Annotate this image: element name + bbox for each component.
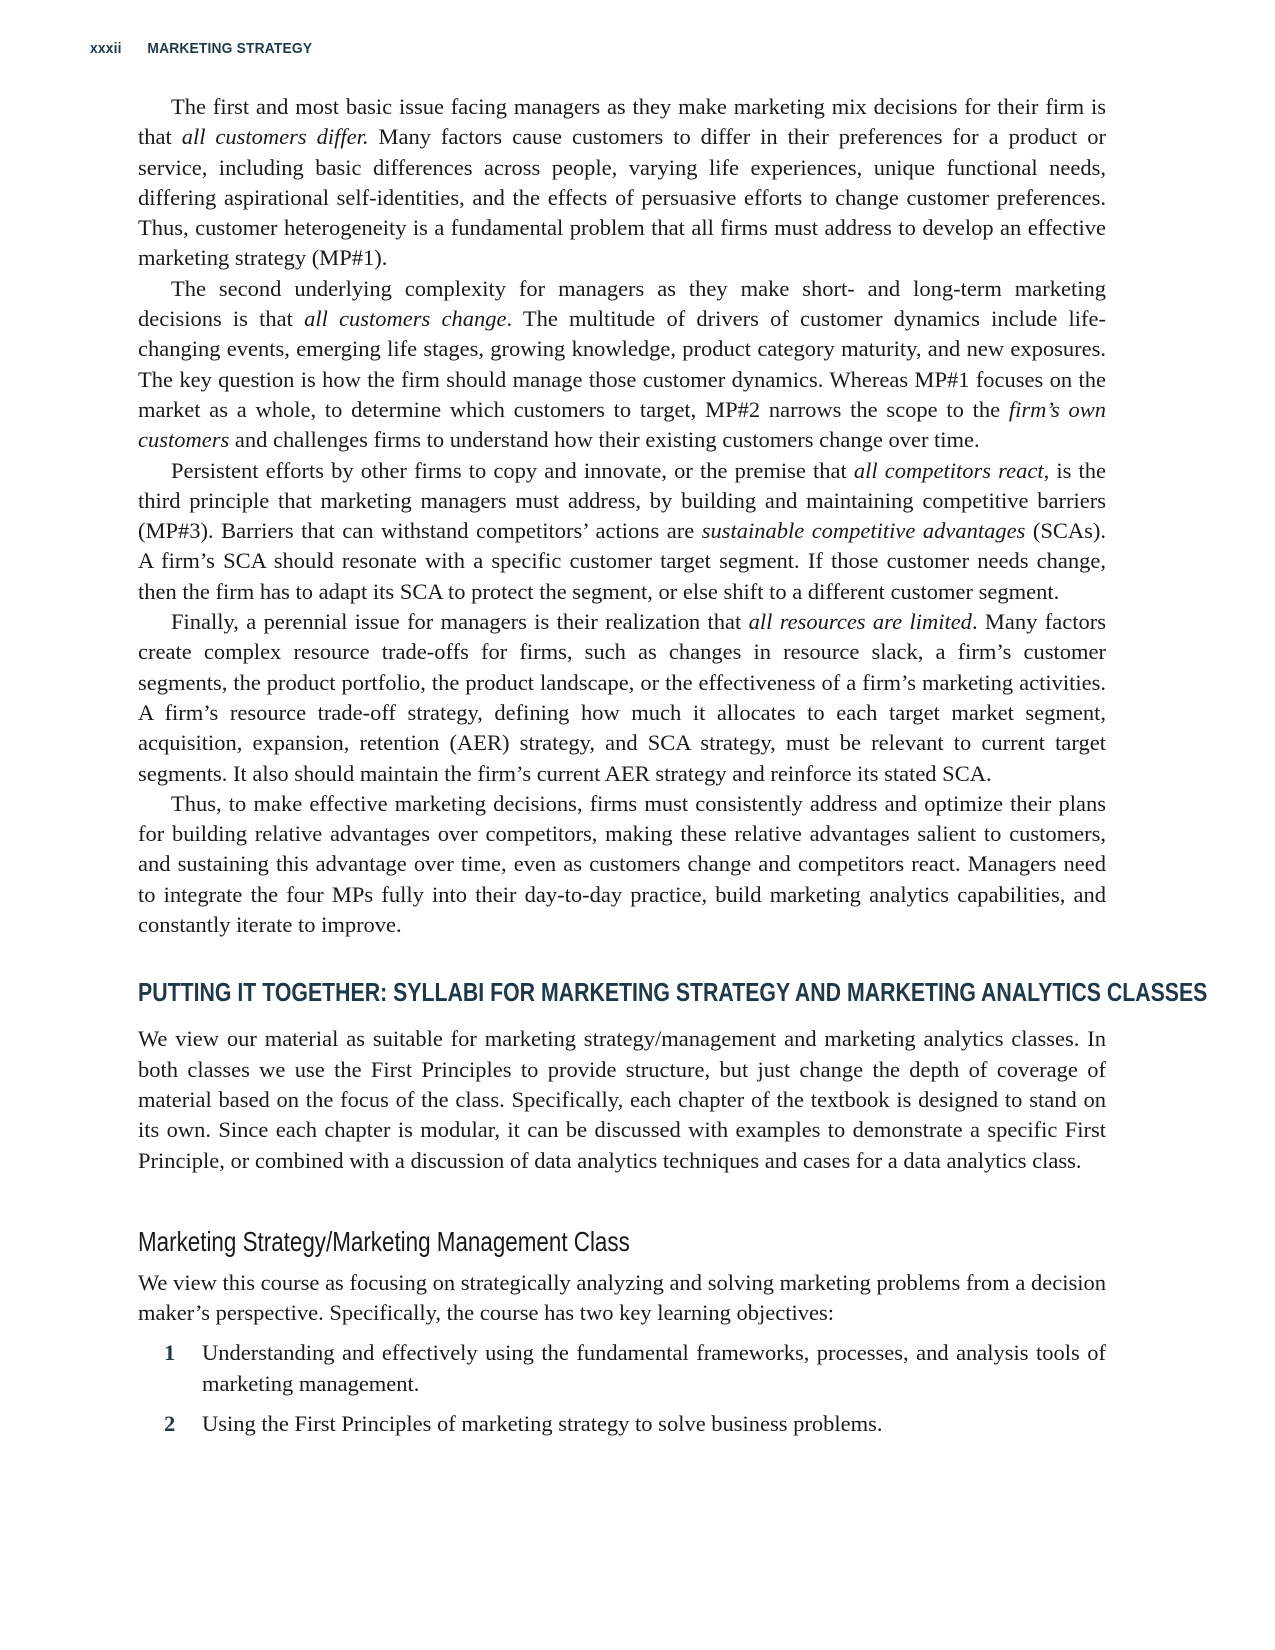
subsection-paragraph: We view this course as focusing on strategically analyzing and solving marketing problems from a decision maker’s perspective. Specifically, the course has two key learning objectives: (138, 1269, 1106, 1326)
paragraph-competitors-react (138, 456, 1106, 607)
paragraph-customers-differ (138, 92, 1106, 274)
running-title: MARKETING STRATEGY (147, 40, 313, 57)
paragraph-text: The second underlying complexity for managers as they make short- and long-term marketing decisions is that (138, 275, 1106, 332)
paragraph-text: Many factors cause customers to differ in their preferences for a product or service, including basic differences across people, varying life experiences, unique functional needs, differing aspirational self-identities, and the effects of persuasive efforts to change customer preferences. Thus, customer heterogeneity is a fundamental problem that all firms must address to develop an effective marketing strategy (MP#1). (138, 124, 1107, 271)
section-paragraph: We view our material as suitable for marketing strategy/management and marketing analytics classes. In both classes we use the First Principles to provide structure, but just change the depth of coverage of material based on the focus of the class. Specifically, each chapter of the textbook is designed to stand on its own. Since each chapter is modular, it can be discussed with examples to demonstrate a specific First Principle, or combined with a discussion of data analytics techniques and cases for a data analytics class. (138, 1026, 1106, 1173)
list-item (138, 1338, 1106, 1399)
paragraph-text: . The multitude of drivers of customer dynamics include life-changing events, emerging life stages, growing knowledge, product category maturity, and new exposures. The key question is how the firm should manage those customer dynamics. Whereas MP#1 focuses on the market as a whole, to determine which customers to target, MP#2 narrows the scope to the (138, 306, 1107, 422)
paragraph-customers-change (138, 274, 1106, 456)
paragraph-text: Finally, a perennial issue for managers is their realization that (171, 609, 749, 635)
running-head (90, 40, 312, 57)
emphasis-text: all competitors react (853, 457, 1044, 483)
list-item-number: 2 (164, 1410, 176, 1436)
emphasis-text: all customers differ. (181, 124, 369, 150)
paragraph-conclusion: Thus, to make effective marketing decisions, firms must consistently address and optimize their plans for building relative advantages over competitors, making these relative advantages salient to customers, and sustaining this advantage over time, even as customers change and competitors react. Managers need to integrate the four MPs fully into their day-to-day practice, build marketing analytics capabilities, and constantly iterate to improve. (138, 790, 1106, 938)
list-item (138, 1409, 1106, 1439)
emphasis-text: sustainable competitive advantages (701, 518, 1026, 544)
subsection-heading: Marketing Strategy/Marketing Management Class (138, 1225, 630, 1257)
page-number: xxxii (90, 40, 122, 57)
paragraph-text: The first and most basic issue facing managers as they make marketing mix decisions for their firm is that (138, 94, 1106, 150)
paragraph-resources-limited (138, 607, 1106, 789)
section-heading: PUTTING IT TOGETHER: SYLLABI FOR MARKETING STRATEGY AND MARKETING ANALYTICS CLASSES (138, 979, 1208, 1008)
emphasis-text: all resources are limited (748, 609, 972, 635)
paragraph-text: and challenges firms to understand how their existing customers change over time. (229, 427, 980, 453)
paragraph-text: (SCAs). A firm’s SCA should resonate with a specific customer target segment. If those customer needs change, then the firm has to adapt its SCA to protect the segment, or else shift to a different customer segment. (138, 518, 1106, 604)
emphasis-text: all customers change (304, 306, 507, 332)
page-content (138, 92, 1208, 1449)
list-item-number: 1 (164, 1340, 176, 1366)
objectives-list (138, 1338, 1106, 1439)
list-item-text: Understanding and effectively using the fundamental frameworks, processes, and analysis tools of marketing management. (202, 1340, 1106, 1396)
emphasis-text: firm’s own customers (138, 396, 1106, 453)
paragraph-text: Persistent efforts by other firms to copy and innovate, or the premise that (171, 457, 854, 483)
list-item-text: Using the First Principles of marketing strategy to solve business problems. (202, 1410, 883, 1436)
paragraph-text: , is the third principle that marketing managers must address, by building and maintaining competitive barriers (MP#3). Barriers that can withstand competitors’ actions are (138, 457, 1106, 544)
paragraph-text: . Many factors create complex resource trade-offs for firms, such as changes in resource slack, a firm’s customer segments, the product portfolio, the product landscape, or the effectiveness of a firm’s marketing activities. A firm’s resource trade-off strategy, defining how much it allocates to each target market segment, acquisition, expansion, retention (AER) strategy, and SCA strategy, must be relevant to current target segments. It also should maintain the firm’s current AER strategy and reinforce its stated SCA. (138, 609, 1106, 786)
